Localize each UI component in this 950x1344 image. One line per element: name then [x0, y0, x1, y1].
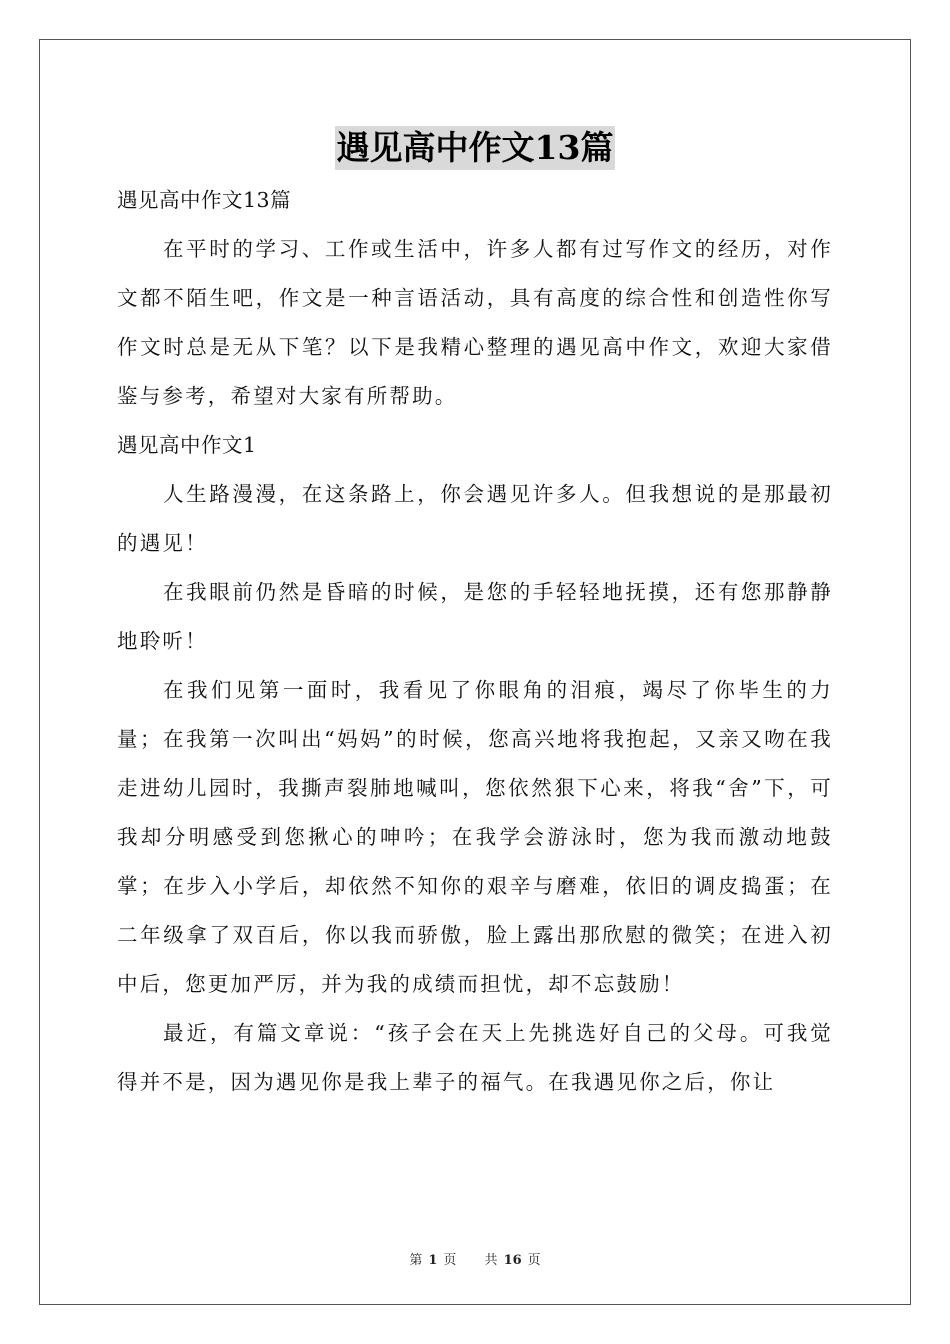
title-area [0, 126, 950, 170]
body-paragraph: 在我眼前仍然是昏暗的时候，是您的手轻轻地抚摸，还有您那静静地聆听！ [117, 580, 833, 653]
body-paragraph: 在我们见第一面时，我看见了你眼角的泪痕，竭尽了你毕生的力量；在我第一次叫出“妈妈”的时候，您高兴地将我抱起，又亲又吻在我走进幼儿园时，我撕声裂肺地喊叫，您依然狠下心来，将我“舍”下，可我却分明感受到您揪心的呻吟；在我学会游泳时，您为我而激动地鼓掌；在步入小学后，却依然不知你的艰辛与磨难，依旧的调皮捣蛋；在二年级拿了双百后，你以我而骄傲，脸上露出那欣慰的微笑；在进入初中后，您更加严厉，并为我的成绩而担忧，却不忘鼓励！ [117, 678, 833, 996]
essay-1-heading: 遇见高中作文1 [117, 433, 257, 457]
body-paragraph: 最近，有篇文章说：“孩子会在天上先挑选好自己的父母。可我觉得并不是，因为遇见你是我上辈子的福气。在我遇见你之后，你让 [117, 1021, 833, 1094]
total-pages: 16 [503, 1253, 522, 1268]
total-prefix: 共 [484, 1253, 498, 1268]
total-suffix: 页 [527, 1253, 541, 1268]
intro-paragraph: 在平时的学习、工作或生活中，许多人都有过写作文的经历，对作文都不陌生吧，作文是一种言语活动，具有高度的综合性和创造性你写作文时总是无从下笔？以下是我精心整理的遇见高中作文，欢迎大家借鉴与参考，希望对大家有所帮助。 [117, 237, 833, 408]
subtitle-heading: 遇见高中作文13篇 [117, 188, 292, 212]
body-paragraph: 人生路漫漫，在这条路上，你会遇见许多人。但我想说的是那最初的遇见！ [117, 482, 833, 555]
document-title: 遇见高中作文13篇 [335, 126, 616, 170]
page-prefix: 第 [409, 1253, 423, 1268]
page-number: 1 [428, 1253, 438, 1268]
page-footer [0, 1249, 950, 1268]
page-suffix: 页 [443, 1253, 457, 1268]
page-indicator [403, 1253, 462, 1268]
document-body [117, 176, 833, 1107]
total-pages-indicator [479, 1253, 547, 1268]
